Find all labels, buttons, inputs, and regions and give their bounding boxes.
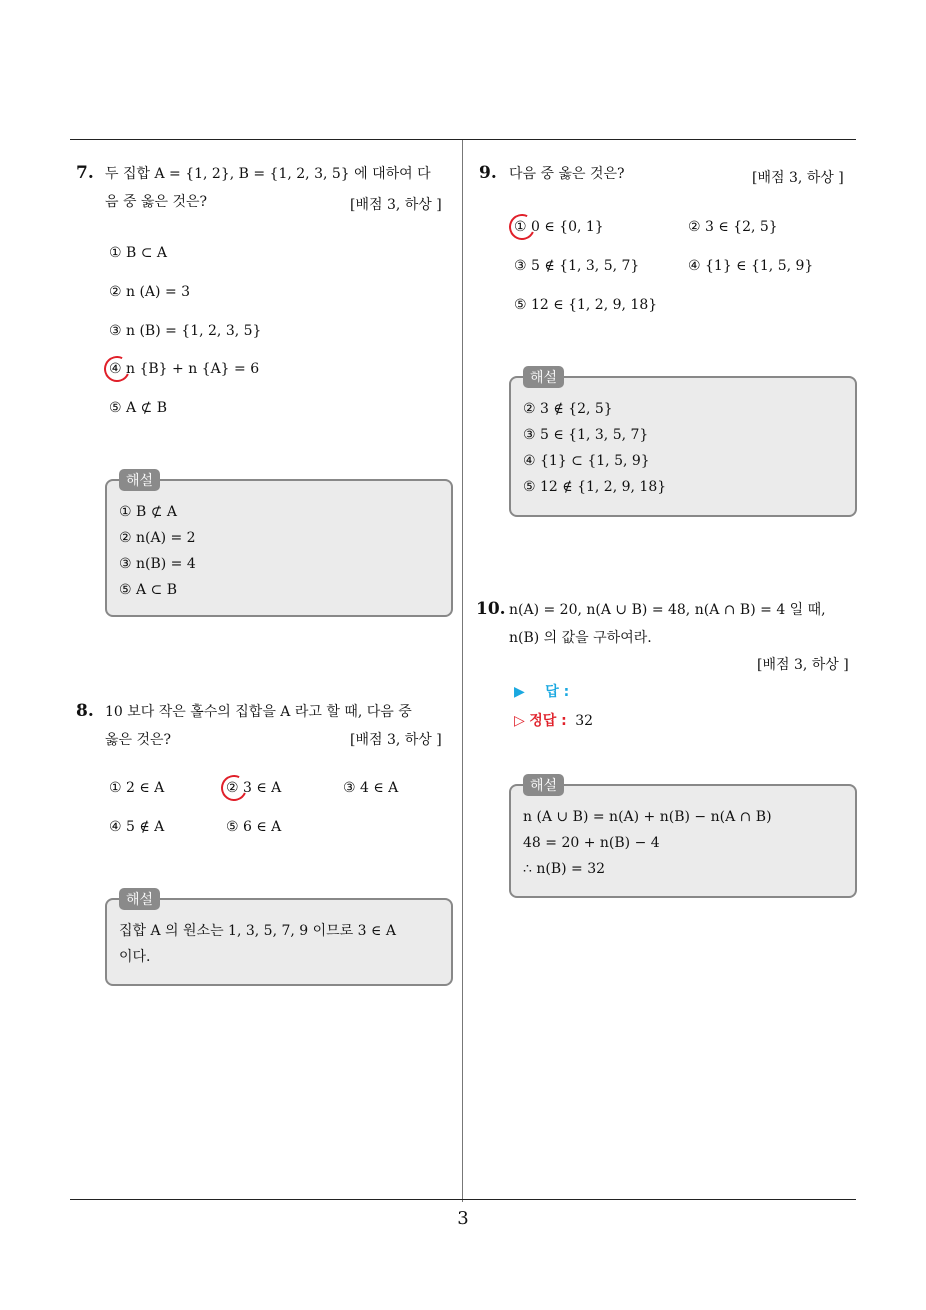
solution-tag: 해설 [523, 774, 564, 796]
score-meta: [배점 3, 하상 ] [350, 197, 442, 213]
choice-4[interactable]: ④ 5 ∉ A [109, 819, 165, 835]
solution-line: ④ {1} ⊂ {1, 5, 9} [523, 453, 650, 469]
solution-line: ∴ n(B) = 32 [523, 861, 606, 877]
solution-line: ⑤ 12 ∉ {1, 2, 9, 18} [523, 479, 667, 495]
score-meta: [배점 3, 하상 ] [757, 657, 849, 673]
choice-1[interactable]: ① B ⊂ A [109, 245, 168, 261]
play-icon: ▶ [514, 684, 525, 700]
question-number: 10. [476, 599, 506, 619]
solution-line: ⑤ A ⊂ B [119, 582, 178, 598]
solution-line: ③ 5 ∈ {1, 3, 5, 7} [523, 427, 649, 443]
solution-line: 48 = 20 + n(B) − 4 [523, 835, 660, 851]
score-meta: [배점 3, 하상 ] [350, 732, 442, 748]
selected-answer-mark-icon [100, 352, 133, 385]
bottom-rule [70, 1199, 856, 1200]
solution-box [509, 778, 857, 898]
choice-1[interactable]: ① 0 ∈ {0, 1} [514, 219, 604, 235]
solution-line: 이다. [119, 949, 151, 965]
choice-2[interactable]: ② 3 ∈ A [226, 780, 282, 796]
question-text: 다음 중 옳은 것은? [509, 166, 625, 182]
answer-row [514, 681, 569, 701]
top-rule [70, 139, 856, 140]
choice-2[interactable]: ② 3 ∈ {2, 5} [688, 219, 778, 235]
page-number: 3 [457, 1208, 469, 1229]
column-divider [462, 140, 463, 1202]
solution-tag: 해설 [119, 888, 160, 910]
solution-tag: 해설 [119, 469, 160, 491]
question-number: 8. [76, 701, 94, 721]
correct-answer-label: 정답 : [529, 713, 567, 729]
solution-line: 집합 A 의 원소는 1, 3, 5, 7, 9 이므로 3 ∈ A [119, 923, 396, 939]
correct-answer-row [514, 710, 593, 730]
question-number: 7. [76, 163, 94, 183]
score-meta: [배점 3, 하상 ] [752, 170, 844, 186]
solution-box [105, 892, 453, 986]
answer-label: 답 : [545, 684, 570, 700]
solution-line: ① B ⊄ A [119, 504, 178, 520]
choice-3[interactable]: ③ 4 ∈ A [343, 780, 399, 796]
choice-2[interactable]: ② n (A) = 3 [109, 284, 191, 300]
triangle-outline-icon: ▷ [514, 713, 525, 729]
choice-5[interactable]: ⑤ A ⊄ B [109, 400, 168, 416]
choice-1[interactable]: ① 2 ∈ A [109, 780, 165, 796]
choice-4[interactable]: ④ n {B} + n {A} = 6 [109, 361, 260, 377]
question-text: 10 보다 작은 홀수의 집합을 A 라고 할 때, 다음 중 옳은 것은? [105, 704, 412, 748]
solution-line: ② n(A) = 2 [119, 530, 196, 546]
choice-4[interactable]: ④ {1} ∈ {1, 5, 9} [688, 258, 814, 274]
solution-line: ② 3 ∉ {2, 5} [523, 401, 613, 417]
choice-5[interactable]: ⑤ 12 ∈ {1, 2, 9, 18} [514, 297, 658, 313]
solution-line: ③ n(B) = 4 [119, 556, 196, 572]
solution-box [105, 473, 453, 617]
solution-box [509, 370, 857, 517]
solution-tag: 해설 [523, 366, 564, 388]
question-number: 9. [479, 163, 497, 183]
choice-3[interactable]: ③ n (B) = {1, 2, 3, 5} [109, 323, 262, 339]
selected-answer-mark-icon [217, 771, 250, 804]
choice-3[interactable]: ③ 5 ∉ {1, 3, 5, 7} [514, 258, 640, 274]
solution-line: n (A ∪ B) = n(A) + n(B) − n(A ∩ B) [523, 809, 772, 825]
question-text: n(A) = 20, n(A ∪ B) = 48, n(A ∩ B) = 4 일 때, n(B) 의 값을 구하여라. [509, 602, 826, 646]
correct-answer-value: 32 [575, 713, 594, 729]
choice-5[interactable]: ⑤ 6 ∈ A [226, 819, 282, 835]
selected-answer-mark-icon [505, 210, 538, 243]
question-text: 두 집합 A = {1, 2}, B = {1, 2, 3, 5} 에 대하여 다 음 중 옳은 것은? [105, 166, 431, 210]
